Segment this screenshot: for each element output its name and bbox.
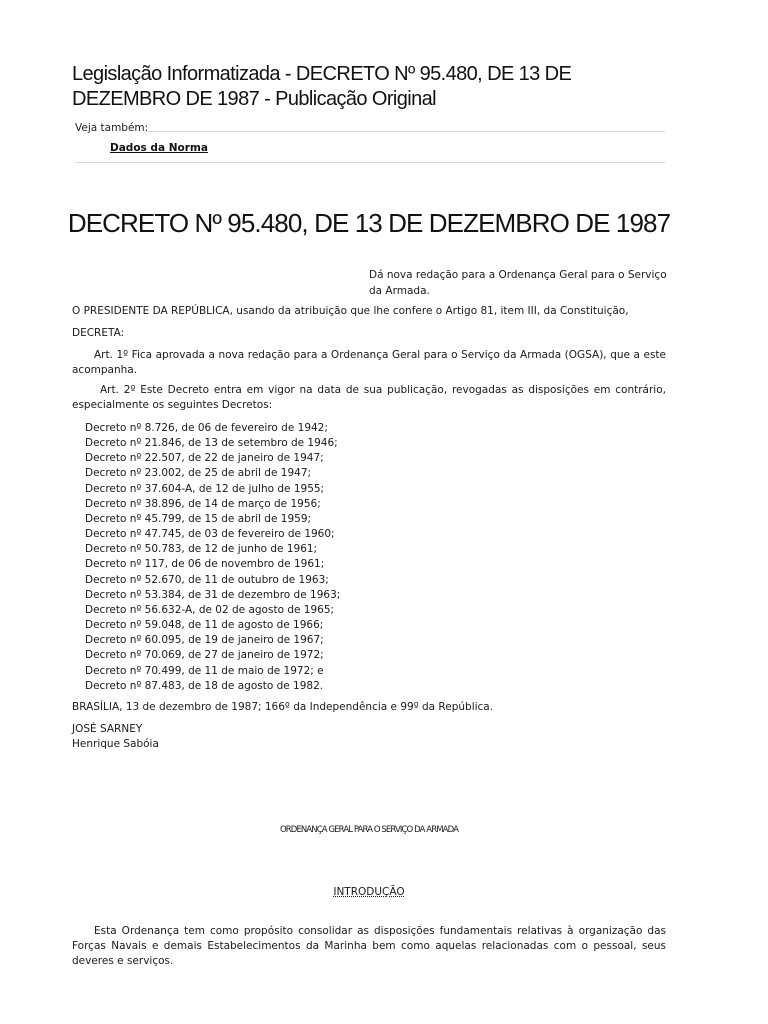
annex-title: ORDENANÇA GERAL PARA O SERVIÇO DA ARMADA xyxy=(280,825,458,835)
revoked-decrees-list xyxy=(85,421,340,694)
list-item: Decreto nº 45.799, de 15 de abril de 1959; xyxy=(85,512,312,525)
article-2: Art. 2º Este Decreto entra em vigor na data de sua publicação, revogadas as disposições em contrário, especialmente os seguintes Decretos: xyxy=(72,384,666,411)
signatory-minister: Henrique Sabóia xyxy=(72,738,159,750)
see-also-label: Veja também: xyxy=(75,122,149,134)
divider xyxy=(75,162,665,163)
article-1: Art. 1º Fica aprovada a nova redação para a Ordenança Geral para o Serviço da Armada (OGSA), que a este acompanha. xyxy=(72,349,666,376)
list-item: Decreto nº 47.745, de 03 de fevereiro de 1960; xyxy=(85,528,335,541)
decree-summary: Dá nova redação para a Ordenança Geral para o Serviço da Armada. xyxy=(369,269,667,297)
list-item: Decreto nº 22.507, de 22 de janeiro de 1947; xyxy=(85,452,324,465)
list-item: Decreto nº 56.632-A, de 02 de agosto de 1965; xyxy=(85,603,335,616)
list-item: Decreto nº 117, de 06 de novembro de 1961; xyxy=(85,558,325,571)
closing-line: BRASÍLIA, 13 de dezembro de 1987; 166º da Independência e 99º da República. xyxy=(72,701,494,713)
intro-heading: INTRODUÇÃO xyxy=(333,886,405,898)
list-item: Decreto nº 38.896, de 14 de março de 1956; xyxy=(85,497,321,510)
list-item: Decreto nº 21.846, de 13 de setembro de 1946; xyxy=(85,437,338,450)
signatory-president: JOSÉ SARNEY xyxy=(72,723,143,735)
decree-heading: DECRETO Nº 95.480, DE 13 DE DEZEMBRO DE 1987 xyxy=(67,208,671,238)
list-item: Decreto nº 8.726, de 06 de fevereiro de 1942; xyxy=(85,422,328,434)
list-item: Decreto nº 53.384, de 31 de dezembro de 1963; xyxy=(85,588,341,601)
list-item: Decreto nº 60.095, de 19 de janeiro de 1967; xyxy=(85,634,324,647)
list-item: Decreto nº 37.604-A, de 12 de julho de 1955; xyxy=(85,482,325,495)
decreta-label: DECRETA: xyxy=(72,327,125,339)
list-item: Decreto nº 50.783, de 12 de junho de 1961; xyxy=(85,543,318,556)
list-item: Decreto nº 70.499, de 11 de maio de 1972; e xyxy=(85,664,324,677)
list-item: Decreto nº 59.048, de 11 de agosto de 1966; xyxy=(85,619,324,632)
list-item: Decreto nº 23.002, de 25 de abril de 1947; xyxy=(85,467,312,480)
list-item: Decreto nº 87.483, de 18 de agosto de 1982. xyxy=(85,679,324,692)
list-item: Decreto nº 70.069, de 27 de janeiro de 1972; xyxy=(85,649,324,662)
norm-data-link[interactable]: Dados da Norma xyxy=(110,142,208,154)
preamble: O PRESIDENTE DA REPÚBLICA, usando da atribuição que lhe confere o Artigo 81, item III, da Constituição, xyxy=(72,305,629,317)
intro-paragraph: Esta Ordenança tem como propósito consolidar as disposições fundamentais relativas à organização das Forças Navais e demais Estabelecimentos da Marinha bem como aquelas relacionadas com o pessoal, seus deveres e serviços. xyxy=(72,925,666,967)
signatures xyxy=(72,722,159,752)
page-title: Legislação Informatizada - DECRETO Nº 95.480, DE 13 DE DEZEMBRO DE 1987 - Publicação Original xyxy=(72,63,572,110)
list-item: Decreto nº 52.670, de 11 de outubro de 1963; xyxy=(85,573,329,586)
divider xyxy=(148,131,665,132)
